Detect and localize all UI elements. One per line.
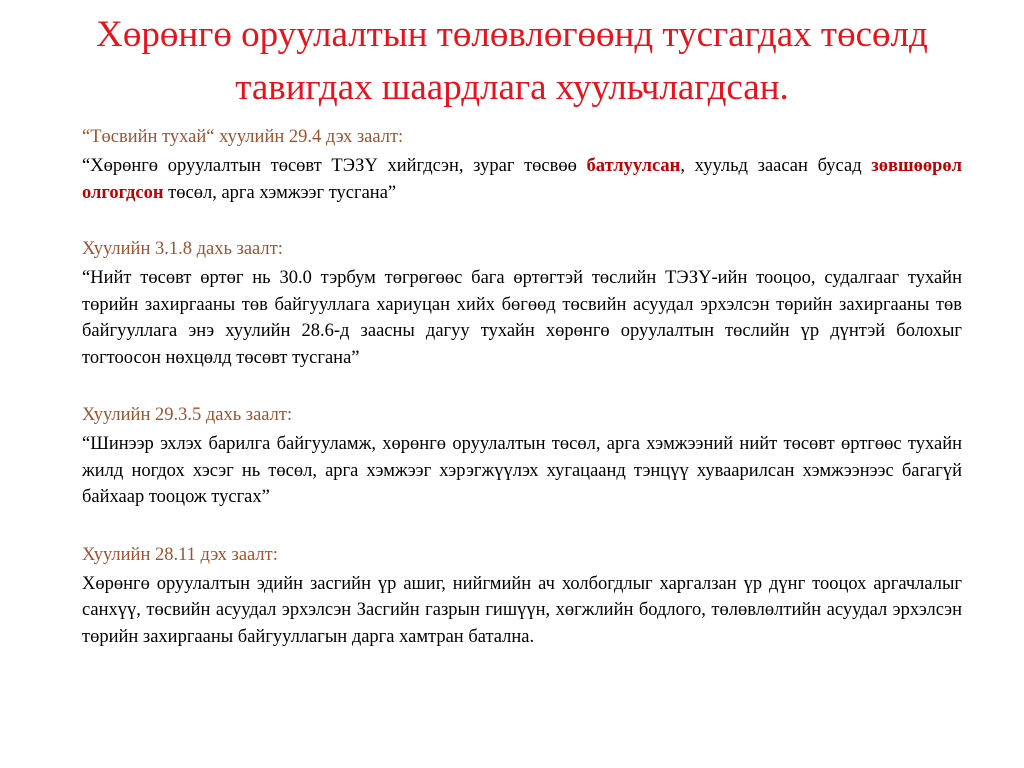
text-segment: “Хөрөнгө оруулалтын төсөвт ТЭЗҮ хийгдсэн, зураг төсвөө [82,156,587,176]
text-segment: төсөл, арга хэмжээг тусгана” [163,182,397,203]
section-text: “Нийт төсөвт өртөг нь 30.0 тэрбум төгрөгөөс бага өртөгтэй төслийн ТЭЗҮ-ийн тооцоо, судалгааг тухайн төрийн захиргааны төв байгууллага хариуцан хийх бөгөөд төсвийн асуудал эрхэлсэн төрийн захиргааны төв байгууллага энэ хуулийн 28.6-д заасны дагуу тухайн хөрөнгө оруулалтын төслийн үр дүнтэй болохыг тогтоосон нөхцөлд төсөвт тусгана” [82,268,962,368]
section-text [82,153,962,206]
section-text: Хөрөнгө оруулалтын эдийн засгийн үр ашиг, нийгмийн ач холбогдлыг харгалзан үр дүнг тооцох аргачлалыг санхүү, төсвийн асуудал эрхэлсэн Засгийн газрын гишүүн, хөгжлийн бодлого, төлөвлөлтийн асуудал эрхэлсэн төрийн захиргааны байгууллагын дарга хамтран батална. [82,573,962,647]
text-segment: , хуульд заасан бусад [680,156,872,176]
section-heading: “Төсвийн тухай“ хуулийн 29.4 дэх заалт: [82,127,404,147]
highlight-approved: батлуулсан [586,156,681,176]
section-law-28-11 [82,542,962,651]
section-heading: Хуулийн 29.3.5 дахь заалт: [82,405,293,425]
section-heading: Хуулийн 28.11 дэх заалт: [82,544,278,565]
spacer [82,371,962,402]
slide-title: Хөрөнгө оруулалтын төлөвлөгөөнд тусгагдах төсөлд тавигдах шаардлага хуульчлагдсан. [96,14,928,108]
section-heading: Хуулийн 3.1.8 дахь заалт: [82,239,283,259]
section-text: “Шинээр эхлэх барилга байгууламж, хөрөнгө оруулалтын төсөл, арга хэмжээний нийт төсөвт өртгөөс тухайн жилд ногдох хэсэг нь төсөл, арга хэмжээг хэрэгжүүлэх хугацаанд тэнцүү хуваарилсан хэмжээнээс багагүй байхаар тооцож тусгах” [82,434,962,507]
section-law-3-1-8 [82,236,962,371]
spacer [82,206,962,236]
slide-body [82,124,962,650]
section-budget-law-29-4 [82,124,962,206]
section-law-29-3-5 [82,402,962,511]
highlight-permission-granted: зөвшөөрөл олгогдсон [82,156,962,203]
spacer [82,511,962,542]
